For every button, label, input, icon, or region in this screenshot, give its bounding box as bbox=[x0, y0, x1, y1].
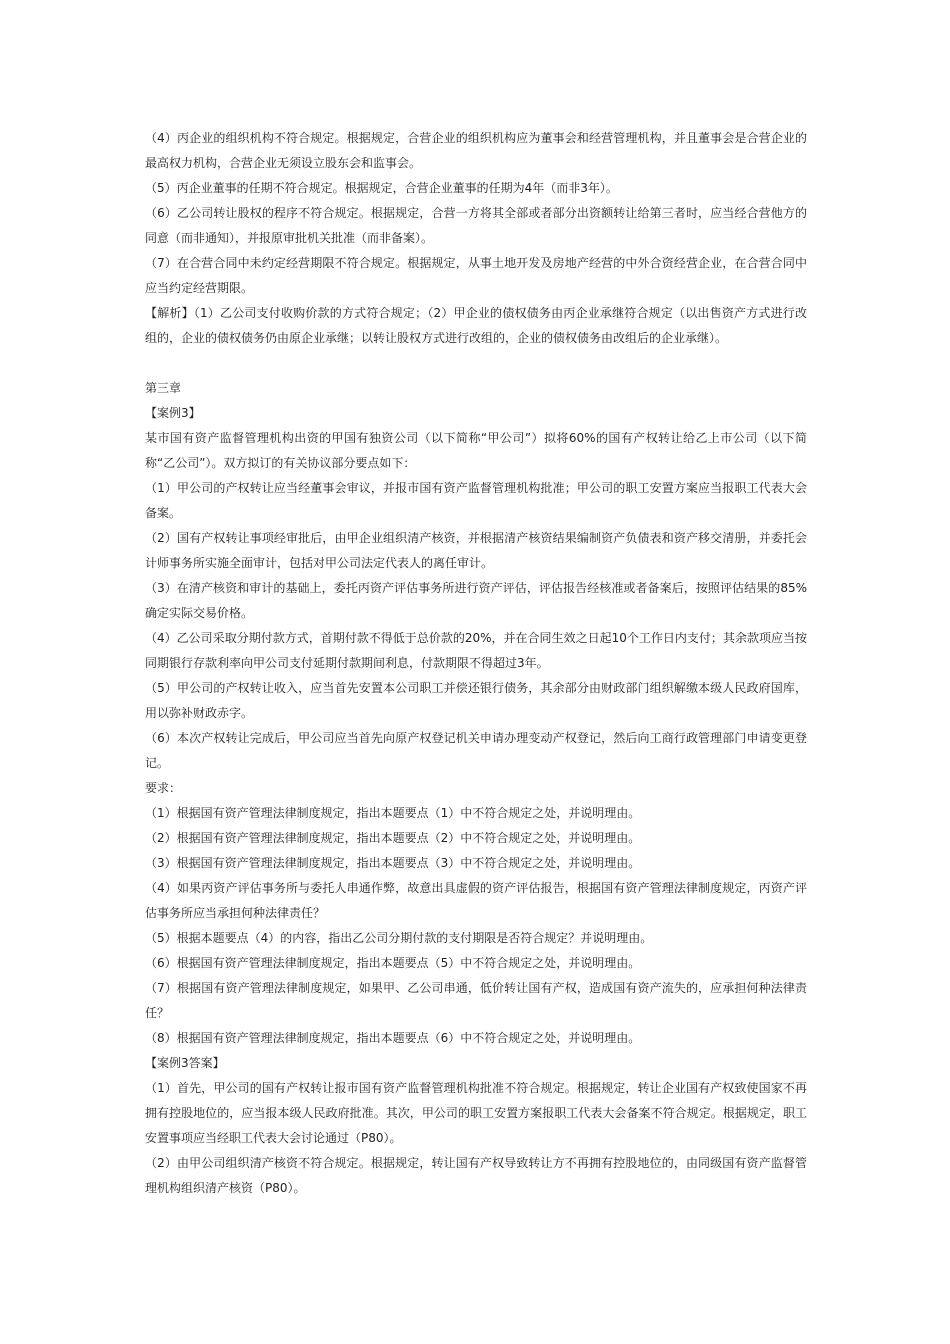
answer-2: （2）由甲公司组织清产核资不符合规定。根据规定，转让国有产权导致转让方不再拥有控股地位的，由同级国有资产监督管理机构组织清产核资（P80）。 bbox=[145, 1156, 807, 1195]
answer-heading: 【案例3答案】 bbox=[145, 1056, 225, 1070]
case-point-5: （5）甲公司的产权转让收入，应当首先安置本公司职工并偿还银行债务，其余部分由财政部门组织解缴本级人民政府国库，用以弥补财政赤字。 bbox=[145, 681, 807, 720]
requirement-4: （4）如果丙资产评估事务所与委托人串通作弊，故意出具虚假的资产评估报告，根据国有资产管理法律制度规定，丙资产评估事务所应当承担何种法律责任？ bbox=[145, 881, 807, 920]
document-page bbox=[145, 126, 807, 1201]
requirement-7: （7）根据国有资产管理法律制度规定，如果甲、乙公司串通，低价转让国有产权，造成国有资产流失的，应承担何种法律责任？ bbox=[145, 981, 807, 1020]
case-point-2: （2）国有产权转让事项经审批后，由甲企业组织清产核资，并根据清产核资结果编制资产负债表和资产移交清册，并委托会计师事务所实施全面审计，包括对甲公司法定代表人的离任审计。 bbox=[145, 531, 807, 570]
case-point-3: （3）在清产核资和审计的基础上，委托丙资产评估事务所进行资产评估，评估报告经核准或者备案后，按照评估结果的85%确定实际交易价格。 bbox=[145, 581, 807, 620]
case-point-6: （6）本次产权转让完成后，甲公司应当首先向原产权登记机关申请办理变动产权登记，然后向工商行政管理部门申请变更登记。 bbox=[145, 731, 807, 770]
chapter-heading: 第三章 bbox=[145, 381, 182, 395]
paragraph-s1-6: （6）乙公司转让股权的程序不符合规定。根据规定，合营一方将其全部或者部分出资额转让给第三者时，应当经合营他方的同意（而非通知），并报原审批机关批准（而非备案）。 bbox=[145, 206, 807, 245]
requirements-heading: 要求： bbox=[145, 781, 182, 795]
case-intro: 某市国有资产监督管理机构出资的甲国有独资公司（以下简称“甲公司”）拟将60%的国有产权转让给乙上市公司（以下简称“乙公司”）。双方拟订的有关协议部分要点如下： bbox=[145, 431, 807, 470]
case-point-1: （1）甲公司的产权转让应当经董事会审议，并报市国有资产监督管理机构批准；甲公司的职工安置方案应当报职工代表大会备案。 bbox=[145, 481, 807, 520]
requirement-6: （6）根据国有资产管理法律制度规定，指出本题要点（5）中不符合规定之处，并说明理由。 bbox=[145, 956, 641, 970]
requirement-5: （5）根据本题要点（4）的内容，指出乙公司分期付款的支付期限是否符合规定？并说明理由。 bbox=[145, 931, 653, 945]
requirement-1: （1）根据国有资产管理法律制度规定，指出本题要点（1）中不符合规定之处，并说明理由。 bbox=[145, 806, 641, 820]
requirement-8: （8）根据国有资产管理法律制度规定，指出本题要点（6）中不符合规定之处，并说明理由。 bbox=[145, 1031, 641, 1045]
case-title: 【案例3】 bbox=[145, 406, 201, 420]
paragraph-s1-5: （5）丙企业董事的任期不符合规定。根据规定，合营企业董事的任期为4年（而非3年）。 bbox=[145, 181, 618, 195]
paragraph-s1-4: （4）丙企业的组织机构不符合规定。根据规定，合营企业的组织机构应为董事会和经营管理机构，并且董事会是合营企业的最高权力机构，合营企业无须设立股东会和监事会。 bbox=[145, 131, 807, 170]
case-point-4: （4）乙公司采取分期付款方式，首期付款不得低于总价款的20%，并在合同生效之日起10个工作日内支付；其余款项应当按同期银行存款利率向甲公司支付延期付款期间利息，付款期限不得超过3年。 bbox=[145, 631, 807, 670]
analysis-paragraph: 【解析】（1）乙公司支付收购价款的方式符合规定；（2）甲企业的债权债务由丙企业承继符合规定（以出售资产方式进行改组的，企业的债权债务仍由原企业承继；以转让股权方式进行改组的，企业的债权债务由改组后的企业承继）。 bbox=[145, 306, 807, 345]
section-gap bbox=[145, 351, 807, 376]
paragraph-s1-7: （7）在合营合同中未约定经营期限不符合规定。根据规定，从事土地开发及房地产经营的中外合资经营企业，在合营合同中应当约定经营期限。 bbox=[145, 256, 807, 295]
requirement-2: （2）根据国有资产管理法律制度规定，指出本题要点（2）中不符合规定之处，并说明理由。 bbox=[145, 831, 641, 845]
answer-1: （1）首先，甲公司的国有产权转让报市国有资产监督管理机构批准不符合规定。根据规定，转让企业国有产权致使国家不再拥有控股地位的，应当报本级人民政府批准。其次，甲公司的职工安置方案报职工代表大会备案不符合规定。根据规定，职工安置事项应当经职工代表大会讨论通过（P80）。 bbox=[145, 1081, 807, 1145]
requirement-3: （3）根据国有资产管理法律制度规定，指出本题要点（3）中不符合规定之处，并说明理由。 bbox=[145, 856, 641, 870]
